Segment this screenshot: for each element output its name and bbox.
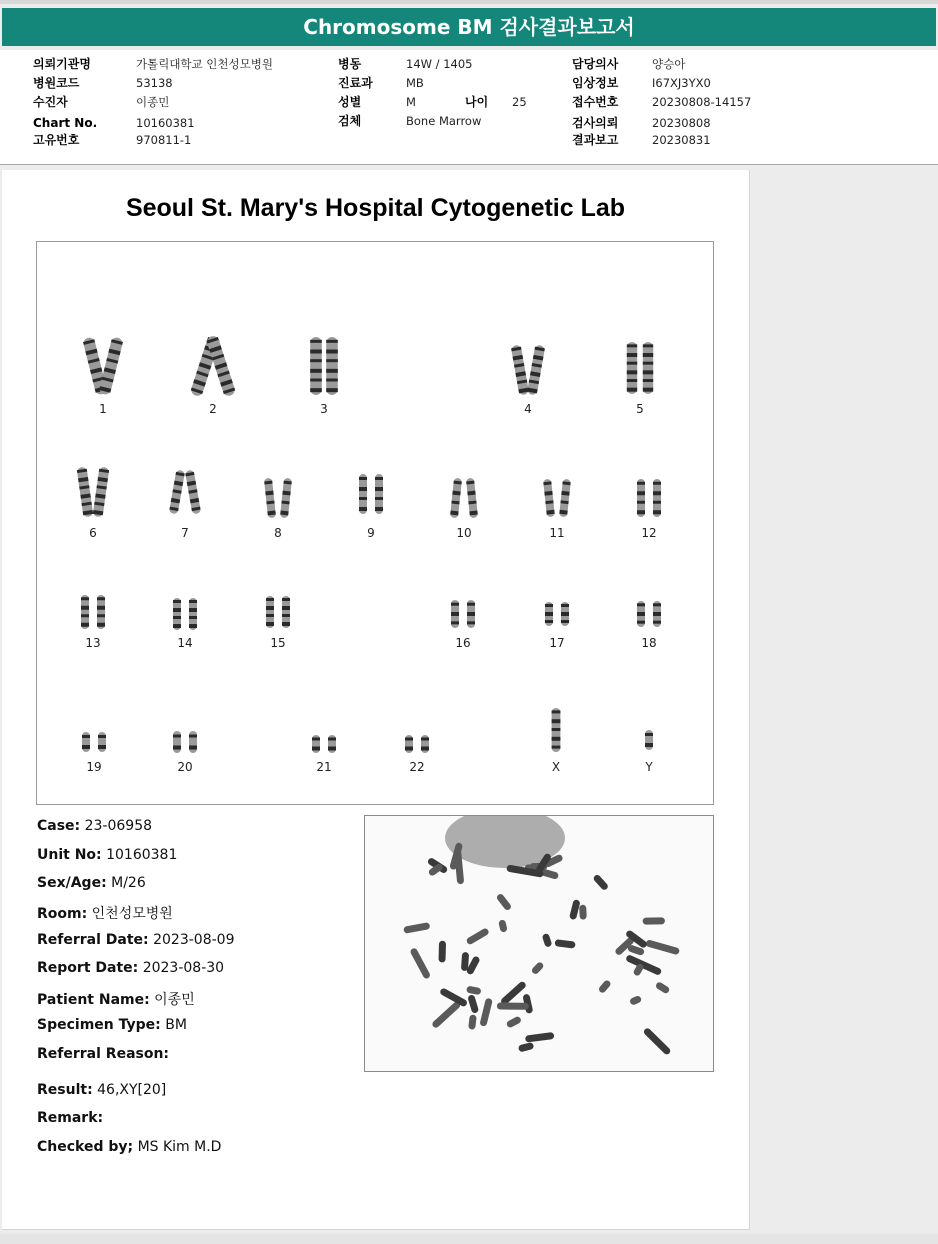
info-label-chart-no: Chart No. (33, 116, 98, 130)
field-referral-date: Referral Date: 2023-08-09 (37, 932, 235, 948)
lab-title: Seoul St. Mary's Hospital Cytogenetic Lab (125, 194, 626, 222)
chromosome-label-18: 18 (641, 636, 657, 650)
info-value-institution: 가톨릭대학교 인천성모병원 (136, 57, 273, 71)
info-label-hospital-code: 병원코드 (33, 76, 80, 90)
info-label-unique-no: 고유번호 (33, 133, 80, 147)
info-label-specimen: 검체 (338, 114, 362, 128)
chromosome-10 (450, 478, 478, 519)
chromosome-11 (543, 479, 571, 518)
field-remark: Remark: (37, 1110, 104, 1126)
report-page (2, 170, 750, 1230)
chromosome-label-6: 6 (89, 526, 97, 540)
field-checked-by: Checked by; MS Kim M.D (37, 1139, 222, 1155)
info-label-clinical-info: 임상정보 (572, 76, 619, 90)
chromosome-label-9: 9 (367, 526, 375, 540)
chromosome-label-4: 4 (524, 402, 532, 416)
chromosome-5 (627, 342, 653, 394)
bottom-border (0, 1234, 938, 1244)
info-value-request-date: 20230808 (652, 116, 711, 130)
info-label-request-date: 검사의뢰 (572, 116, 619, 130)
chromosome-label-20: 20 (177, 760, 193, 774)
chromosome-13 (81, 595, 105, 629)
chromosome-6 (77, 467, 110, 518)
info-label-report-date: 결과보고 (572, 133, 619, 147)
info-label-age: 나이 (465, 95, 489, 109)
chromosome-12 (637, 479, 661, 517)
chromosome-label-7: 7 (181, 526, 189, 540)
field-referral-reason: Referral Reason: (37, 1046, 170, 1062)
info-value-receipt-no: 20230808-14157 (652, 95, 752, 109)
info-value-age: 25 (512, 95, 527, 109)
chromosome-label-19: 19 (86, 760, 102, 774)
info-label-ward: 병동 (338, 57, 362, 71)
chromosome-7 (169, 470, 201, 515)
chromosome-label-21: 21 (316, 760, 332, 774)
chromosome-2 (190, 335, 237, 398)
info-value-department: MB (406, 76, 424, 90)
chromosome-label-13: 13 (85, 636, 101, 650)
info-value-clinical-info: I67XJ3YX0 (652, 76, 711, 90)
chromosome-label-15: 15 (270, 636, 286, 650)
info-value-physician: 양승아 (652, 57, 686, 71)
field-case: Case: 23-06958 (37, 818, 153, 834)
field-result: Result: 46,XY[20] (37, 1082, 167, 1098)
field-patient-name: Patient Name: 이종민 (37, 992, 195, 1008)
chromosome-label-8: 8 (274, 526, 282, 540)
chromosome-label-3: 3 (320, 402, 328, 416)
info-value-report-date: 20230831 (652, 133, 711, 147)
chromosome-X (552, 708, 561, 752)
metaphase-image (364, 815, 714, 1072)
chromosome-label-Y: Y (645, 760, 653, 774)
info-label-patient: 수진자 (33, 95, 68, 109)
info-value-ward: 14W / 1405 (406, 57, 473, 71)
field-room: Room: 인천성모병원 (37, 906, 173, 922)
chromosome-label-16: 16 (455, 636, 471, 650)
info-value-hospital-code: 53138 (136, 76, 173, 90)
chromosome-14 (173, 598, 197, 630)
info-label-department: 진료과 (338, 76, 373, 90)
info-label-receipt-no: 접수번호 (572, 95, 619, 109)
info-value-sex: M (406, 95, 416, 109)
chromosome-18 (637, 601, 661, 627)
chromosome-19 (82, 732, 106, 752)
chromosome-3 (310, 337, 338, 395)
field-unit-no: Unit No: 10160381 (37, 847, 178, 863)
info-label-sex: 성별 (338, 95, 362, 109)
chromosome-label-11: 11 (549, 526, 565, 540)
info-value-unique-no: 970811-1 (136, 133, 192, 147)
patient-info-panel (0, 50, 938, 165)
chromosome-label-22: 22 (409, 760, 425, 774)
info-value-patient: 이종민 (136, 95, 170, 109)
chromosome-label-1: 1 (99, 402, 107, 416)
chromosome-4 (511, 345, 546, 396)
info-value-specimen: Bone Marrow (406, 114, 482, 128)
chromosome-17 (545, 602, 569, 626)
chromosome-1 (82, 336, 123, 395)
info-value-chart-no: 10160381 (136, 116, 195, 130)
chromosome-22 (405, 735, 429, 753)
chromosome-20 (173, 731, 197, 753)
chromosome-label-14: 14 (177, 636, 193, 650)
chromosome-8 (264, 478, 292, 519)
chromosome-label-2: 2 (209, 402, 217, 416)
chromosome-label-X: X (551, 760, 561, 774)
info-label-institution: 의뢰기관명 (33, 57, 91, 71)
karyotype-panel (36, 241, 714, 805)
field-report-date: Report Date: 2023-08-30 (37, 960, 225, 976)
chromosome-label-17: 17 (549, 636, 565, 650)
chromosome-Y (645, 730, 653, 750)
chromosome-16 (451, 600, 475, 628)
field-sex-age: Sex/Age: M/26 (37, 875, 146, 891)
karyogram-image (37, 242, 713, 804)
info-label-physician: 담당의사 (572, 57, 619, 71)
report-banner-title: Chromosome BM 검사결과보고서 (2, 8, 936, 46)
field-specimen-type: Specimen Type: BM (37, 1017, 187, 1033)
chromosome-9 (359, 474, 383, 514)
top-border (0, 0, 938, 4)
chromosome-15 (266, 596, 290, 628)
chromosome-label-10: 10 (456, 526, 472, 540)
chromosome-label-12: 12 (641, 526, 657, 540)
chromosome-label-5: 5 (636, 402, 644, 416)
chromosome-21 (312, 735, 336, 753)
